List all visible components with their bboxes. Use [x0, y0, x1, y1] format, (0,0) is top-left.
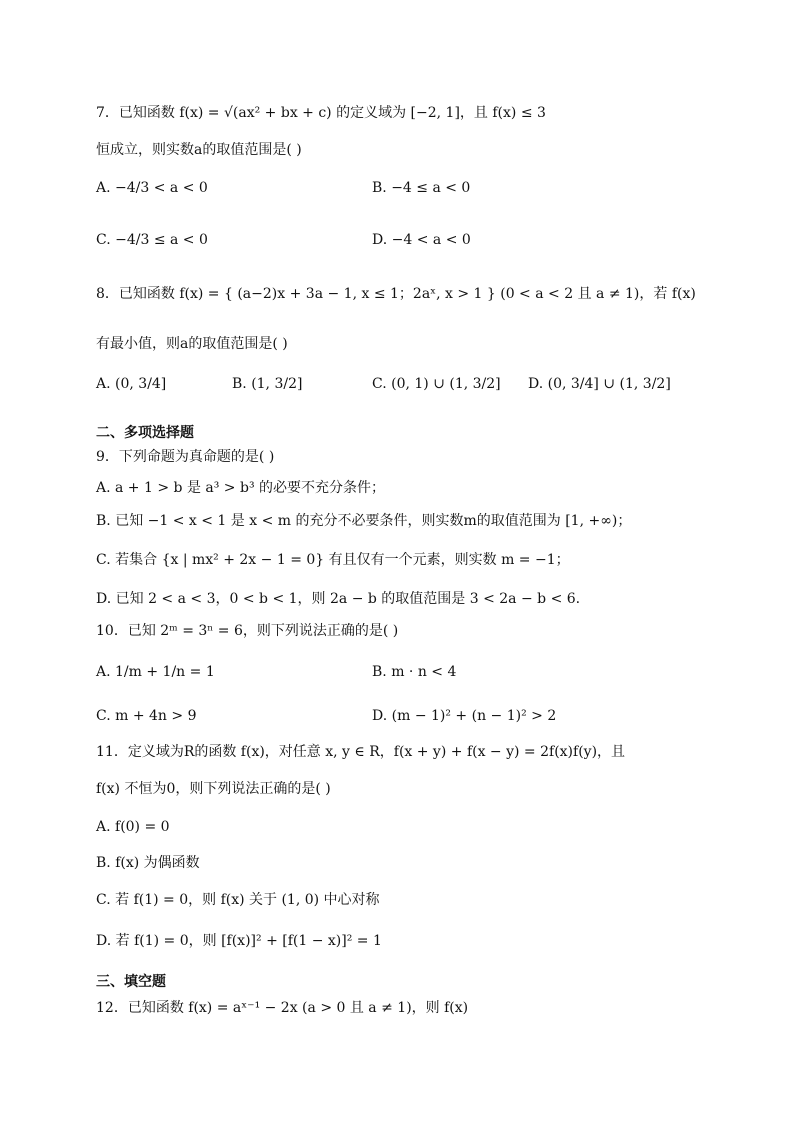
q7-option-c: C. −4/3 ≤ a < 0: [96, 232, 208, 248]
q10-stem: 10．已知 2ᵐ = 3ⁿ = 6，则下列说法正确的是( ): [96, 623, 399, 639]
q7-option-a: A. −4/3 < a < 0: [96, 180, 208, 196]
q9-stem: 9．下列命题为真命题的是( ): [96, 449, 275, 465]
q11-stem-line1: 11．定义域为R的函数 f(x)，对任意 x, y ∈ R，f(x + y) + f(x − y) = 2f(x)f(y)，且: [96, 744, 626, 760]
q11-option-b: B. f(x) 为偶函数: [96, 855, 200, 871]
q8-option-c: C. (0, 1) ∪ (1, 3/2]: [372, 376, 501, 392]
q7-stem-line2: 恒成立，则实数a的取值范围是( ): [96, 142, 302, 158]
q11-option-c: C. 若 f(1) = 0，则 f(x) 关于 (1, 0) 中心对称: [96, 892, 380, 908]
q10-option-a: A. 1/m + 1/n = 1: [96, 664, 215, 680]
q10-option-d: D. (m − 1)² + (n − 1)² > 2: [372, 708, 557, 724]
q9-option-a: A. a + 1 > b 是 a³ > b³ 的必要不充分条件；: [96, 480, 386, 496]
q9-option-d: D. 已知 2 < a < 3，0 < b < 1，则 2a − b 的取值范围是 3 < 2a − b < 6.: [96, 591, 581, 607]
q11-option-a: A. f(0) = 0: [96, 819, 170, 835]
q7-stem-line1: 7．已知函数 f(x) = √(ax² + bx + c) 的定义域为 [−2, 1]，且 f(x) ≤ 3: [96, 105, 546, 121]
q10-option-b: B. m · n < 4: [372, 664, 457, 680]
q8-option-a: A. (0, 3/4]: [96, 376, 167, 392]
q9-option-c: C. 若集合 {x | mx² + 2x − 1 = 0} 有且仅有一个元素，则实数 m = −1；: [96, 552, 570, 568]
q11-stem-line2: f(x) 不恒为0，则下列说法正确的是( ): [96, 781, 331, 797]
q7-option-b: B. −4 ≤ a < 0: [372, 180, 471, 196]
section-heading-fill-in: 三、填空题: [96, 974, 166, 990]
q8-option-d: D. (0, 3/4] ∪ (1, 3/2]: [528, 376, 671, 392]
q11-option-d: D. 若 f(1) = 0，则 [f(x)]² + [f(1 − x)]² = 1: [96, 933, 382, 949]
q10-option-c: C. m + 4n > 9: [96, 708, 197, 724]
q8-stem-line1: 8．已知函数 f(x) = { (a−2)x + 3a − 1, x ≤ 1；2aˣ, x > 1 } (0 < a < 2 且 a ≠ 1)，若 f(x): [96, 286, 696, 302]
q9-option-b: B. 已知 −1 < x < 1 是 x < m 的充分不必要条件，则实数m的取值范围为 [1, +∞)；: [96, 513, 632, 529]
q8-option-b: B. (1, 3/2]: [232, 376, 303, 392]
q8-stem-line2: 有最小值，则a的取值范围是( ): [96, 336, 288, 352]
section-heading-multiple-choice: 二、多项选择题: [96, 425, 194, 441]
q7-option-d: D. −4 < a < 0: [372, 232, 471, 248]
q12-stem-line1: 12．已知函数 f(x) = aˣ⁻¹ − 2x (a > 0 且 a ≠ 1)，则 f(x): [96, 1000, 469, 1016]
